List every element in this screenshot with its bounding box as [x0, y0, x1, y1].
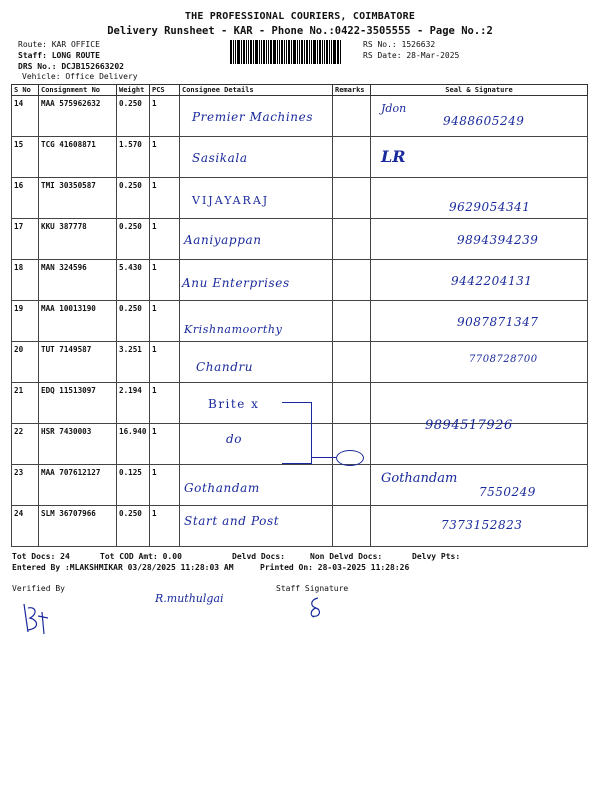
row-pcs: 1 [150, 96, 180, 137]
barcode-bar [306, 40, 308, 64]
col-consignment: Consignment No [39, 85, 117, 96]
row-sno: 14 [12, 96, 39, 137]
row-pcs: 1 [150, 506, 180, 547]
barcode-bar [286, 40, 287, 64]
barcode-bar [304, 40, 305, 64]
row-consignee [180, 96, 333, 137]
rs-number: RS No.: 1526632 [363, 40, 436, 49]
row-remarks [333, 137, 371, 178]
drs-number: DRS No.: DCJB152663202 [18, 62, 124, 71]
row-signature [371, 418, 588, 465]
signature-handwriting: LR [381, 147, 406, 166]
row-remarks [333, 506, 371, 547]
consignee-handwriting: Sasikala [192, 151, 248, 165]
consignee-handwriting: Chandru [196, 360, 254, 374]
row-signature [371, 178, 588, 219]
row-signature [371, 219, 588, 260]
barcode-bar [340, 40, 341, 64]
row-consignee [180, 260, 333, 301]
barcode-bar [333, 40, 336, 64]
row-signature [371, 465, 588, 506]
row-remarks [333, 465, 371, 506]
row-weight: 0.250 [117, 219, 150, 260]
row-consignment: MAA 10013190 [39, 301, 117, 342]
table-row [12, 465, 588, 506]
table-row [12, 178, 588, 219]
barcode-bar [246, 40, 247, 64]
row-remarks [333, 383, 371, 424]
barcode-bar [263, 40, 265, 64]
row-pcs: 1 [150, 465, 180, 506]
barcode-bar [266, 40, 267, 64]
barcode-bar [255, 40, 258, 64]
row-sno: 16 [12, 178, 39, 219]
barcode-bar [293, 40, 296, 64]
barcode-bar [284, 40, 285, 64]
row-weight: 2.194 [117, 383, 150, 424]
row-consignee [180, 342, 333, 383]
phone-handwriting: 9894517926 [425, 418, 513, 433]
table-row [12, 506, 588, 547]
runsheet-table [11, 84, 588, 547]
row-consignee [180, 301, 333, 342]
row-sno: 17 [12, 219, 39, 260]
phone-handwriting: 9629054341 [449, 200, 531, 214]
barcode-bar [301, 40, 303, 64]
phone-handwriting: 7550249 [479, 485, 536, 499]
barcode-bar [288, 40, 290, 64]
barcode-bar [250, 40, 252, 64]
table-row [12, 301, 588, 342]
barcode-bar [235, 40, 236, 64]
row-weight: 0.125 [117, 465, 150, 506]
row-signature [371, 301, 588, 342]
row-signature [371, 96, 588, 137]
total-docs: Tot Docs: 24 [12, 552, 70, 561]
consignee-handwriting: Aaniyappan [184, 233, 262, 247]
row-consignment: KKU 387778 [39, 219, 117, 260]
row-consignment: MAN 324596 [39, 260, 117, 301]
non-delivered-docs: Non Delvd Docs: [310, 552, 383, 561]
row-consignment: MAA 575962632 [39, 96, 117, 137]
row-weight: 0.250 [117, 178, 150, 219]
barcode-bar [268, 40, 269, 64]
consignee-handwriting: Anu Enterprises [182, 276, 290, 290]
row-weight: 5.430 [117, 260, 150, 301]
barcode-bar [259, 40, 260, 64]
barcode-bar [273, 40, 276, 64]
signature-handwriting: Gothandam [381, 471, 458, 486]
row-weight: 0.250 [117, 96, 150, 137]
grouping-brace [282, 402, 312, 464]
total-cod: Tot COD Amt: 0.00 [100, 552, 182, 561]
col-sno: S No [12, 85, 39, 96]
row-consignment: TCG 41608871 [39, 137, 117, 178]
row-pcs: 1 [150, 342, 180, 383]
barcode-bar [326, 40, 328, 64]
row-pcs: 1 [150, 301, 180, 342]
row-signature [371, 342, 588, 383]
barcode-bar [297, 40, 298, 64]
staff-label: Staff: LONG ROUTE [18, 51, 100, 60]
row-consignment: EDQ 11513097 [39, 383, 117, 424]
runsheet-subtitle: Delivery Runsheet - KAR - Phone No.:0422-3505555 - Page No.:2 [107, 25, 493, 37]
phone-handwriting: 7373152823 [441, 518, 523, 532]
consignee-handwriting: Premier Machines [192, 110, 314, 124]
row-pcs: 1 [150, 137, 180, 178]
barcode-bar [243, 40, 245, 64]
row-consignee [180, 465, 333, 506]
barcode-bar [319, 40, 321, 64]
row-weight: 1.570 [117, 137, 150, 178]
route-label: Route: KAR OFFICE [18, 40, 100, 49]
barcode-bar [270, 40, 272, 64]
row-sno: 19 [12, 301, 39, 342]
barcode-bar [237, 40, 240, 64]
phone-handwriting: 9894394239 [457, 233, 539, 247]
col-signature: Seal & Signature [371, 85, 588, 96]
col-weight: Weight [117, 85, 150, 96]
staff-signature-label: Staff Signature [276, 584, 349, 593]
phone-handwriting: 9087871347 [457, 315, 539, 329]
consignee-handwriting: do [226, 432, 243, 446]
row-signature [371, 506, 588, 547]
barcode-bar [324, 40, 325, 64]
staff-signature-mark [306, 596, 326, 620]
consignee-handwriting: VIJAYARAJ [192, 194, 270, 207]
row-sno: 21 [12, 383, 39, 424]
delivered-docs: Delvd Docs: [232, 552, 285, 561]
row-pcs: 1 [150, 178, 180, 219]
col-pcs: PCS [150, 85, 180, 96]
table-row [12, 219, 588, 260]
table-row [12, 137, 588, 178]
barcode-bar [317, 40, 318, 64]
phone-handwriting: 9488605249 [443, 114, 525, 128]
row-consignment: TMI 30350587 [39, 178, 117, 219]
consignee-handwriting: Start and Post [184, 514, 280, 528]
row-consignee [180, 506, 333, 547]
row-weight: 3.251 [117, 342, 150, 383]
barcode-bar [331, 40, 332, 64]
company-title: THE PROFESSIONAL COURIERS, COIMBATORE [184, 11, 416, 22]
barcode-bar [311, 40, 312, 64]
consignee-handwriting: Brite x [208, 397, 260, 411]
delivery-points: Delvy Pts: [412, 552, 461, 561]
grouping-circle [336, 450, 364, 466]
table-header-row [12, 85, 588, 96]
row-remarks [333, 301, 371, 342]
barcode-bar [261, 40, 262, 64]
barcode-bar [309, 40, 310, 64]
row-sno: 18 [12, 260, 39, 301]
rs-date: RS Date: 28-Mar-2025 [363, 51, 460, 60]
barcode-bar [253, 40, 254, 64]
row-consignment: SLM 36707966 [39, 506, 117, 547]
row-remarks [333, 178, 371, 219]
barcode-bar [299, 40, 300, 64]
barcode-bar [230, 40, 232, 64]
row-remarks [333, 96, 371, 137]
grouping-connector [312, 457, 336, 458]
col-remarks: Remarks [333, 85, 371, 96]
row-consignee [180, 178, 333, 219]
signature-handwriting: Jdon [381, 102, 407, 115]
barcode-bar [291, 40, 292, 64]
phone-handwriting: 7708728700 [469, 354, 538, 365]
row-signature [371, 260, 588, 301]
barcode-bar [279, 40, 280, 64]
verifier-signature-mark [18, 598, 52, 638]
row-pcs: 1 [150, 260, 180, 301]
barcode-bar [313, 40, 316, 64]
barcode-bar [277, 40, 278, 64]
table-row [12, 96, 588, 137]
row-consignee [180, 219, 333, 260]
col-consignee: Consignee Details [180, 85, 333, 96]
row-remarks [333, 219, 371, 260]
vehicle-label: Vehicle: Office Delivery [22, 72, 138, 81]
row-sno: 20 [12, 342, 39, 383]
consignee-handwriting: Krishnamoorthy [184, 323, 283, 336]
row-signature [371, 137, 588, 178]
barcode-bar [241, 40, 242, 64]
row-sno: 24 [12, 506, 39, 547]
row-consignment: HSR 7430003 [39, 424, 117, 465]
barcode-bar [233, 40, 234, 64]
row-consignment: MAA 707612127 [39, 465, 117, 506]
verified-by-label: Verified By [12, 584, 65, 593]
consignee-handwriting: Gothandam [184, 481, 260, 495]
barcode-bar [281, 40, 283, 64]
row-weight: 0.250 [117, 301, 150, 342]
row-weight: 16.940 [117, 424, 150, 465]
row-remarks [333, 260, 371, 301]
row-consignee [180, 137, 333, 178]
row-pcs: 1 [150, 219, 180, 260]
barcode-bar [322, 40, 323, 64]
row-sno: 22 [12, 424, 39, 465]
row-weight: 0.250 [117, 506, 150, 547]
row-pcs: 1 [150, 383, 180, 424]
entered-by: Entered By :MLAKSHMIKAR 03/28/2025 11:28:03 AM [12, 563, 234, 572]
printed-on: Printed On: 28-03-2025 11:28:26 [260, 563, 410, 572]
handwritten-name: R.muthulgai [155, 592, 224, 605]
row-consignment: TUT 7149587 [39, 342, 117, 383]
table-row [12, 342, 588, 383]
row-sno: 23 [12, 465, 39, 506]
barcode-bar [248, 40, 249, 64]
table-row [12, 260, 588, 301]
barcode-image [230, 40, 358, 64]
barcode-bar [329, 40, 330, 64]
phone-handwriting: 9442204131 [451, 274, 533, 288]
row-pcs: 1 [150, 424, 180, 465]
barcode-bar [337, 40, 339, 64]
row-remarks [333, 342, 371, 383]
row-sno: 15 [12, 137, 39, 178]
